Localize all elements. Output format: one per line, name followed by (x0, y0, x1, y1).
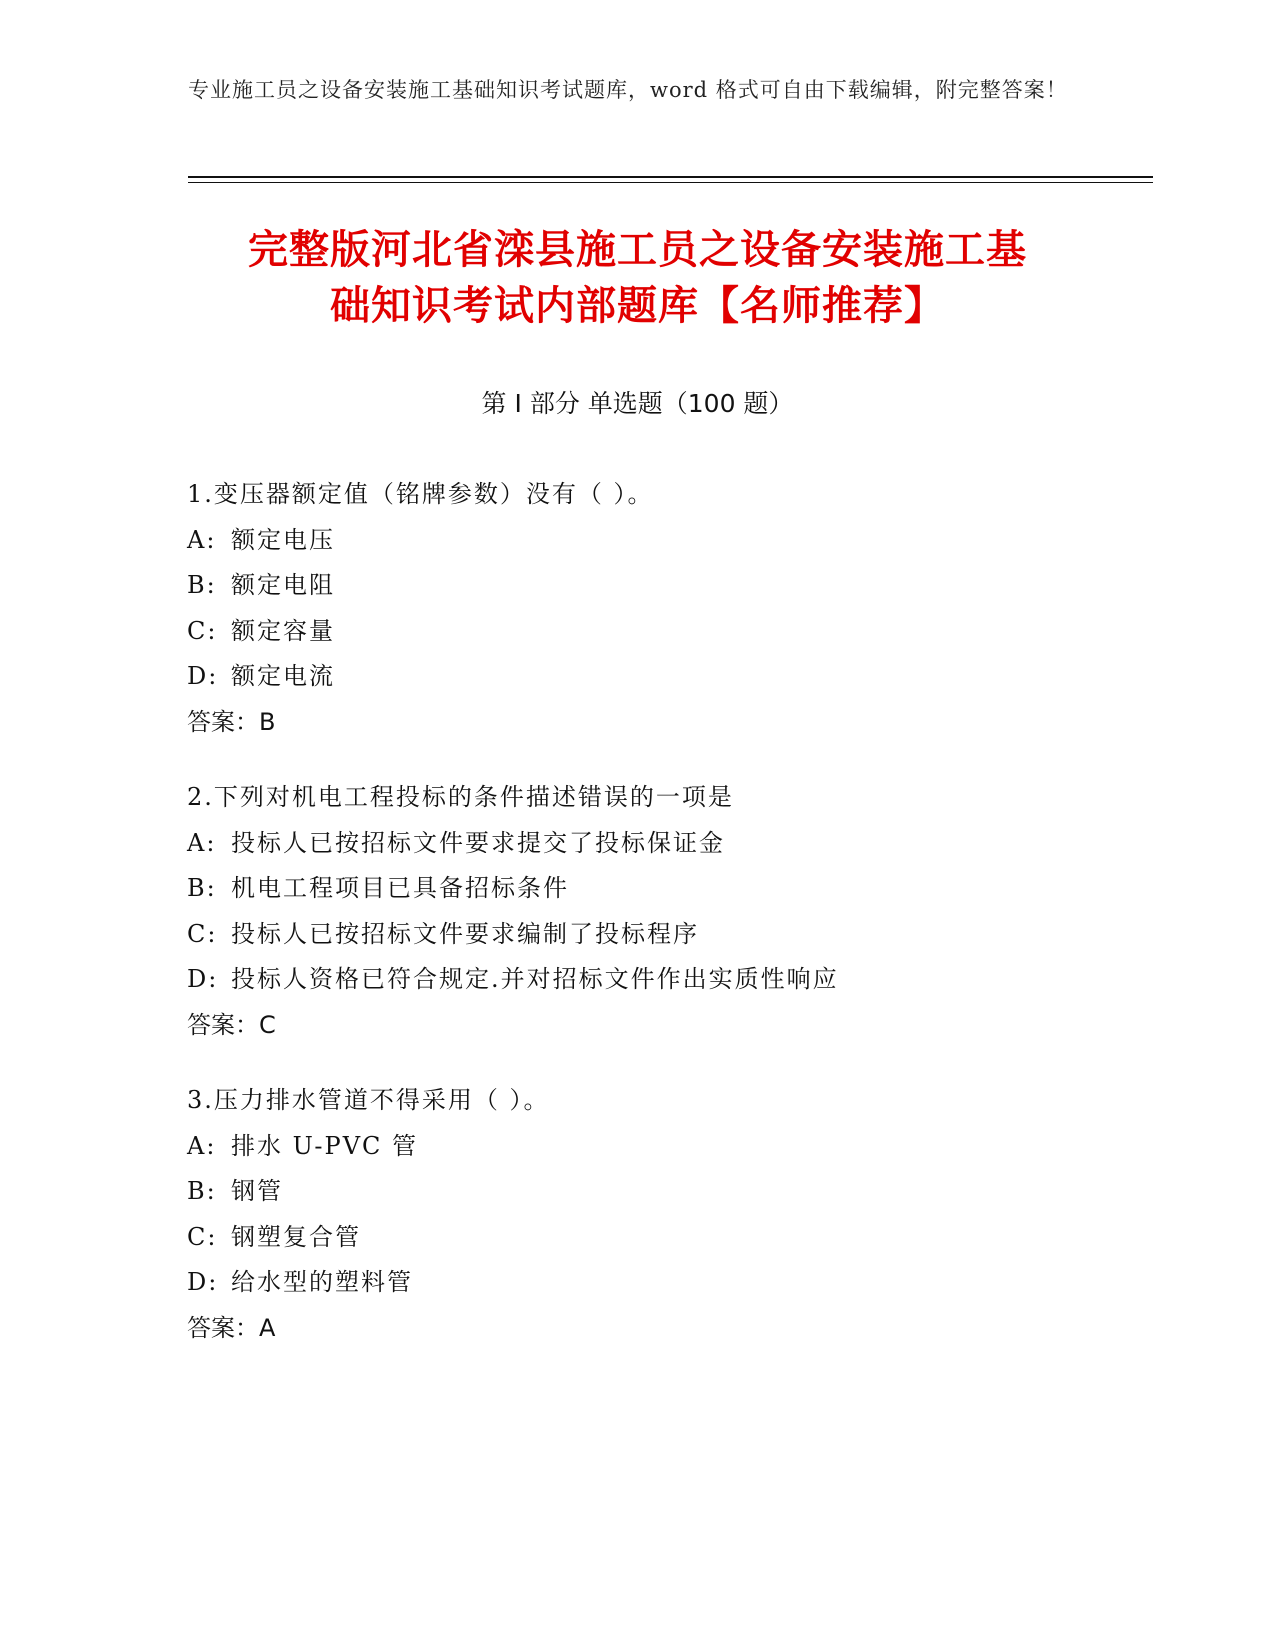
answer-line: 答案：C (187, 1010, 276, 1039)
option-a (187, 821, 1147, 867)
option-text: 排水 U-PVC 管 (231, 1131, 419, 1160)
answer-line: 答案：A (187, 1313, 276, 1342)
question-2 (187, 775, 1147, 1048)
option-letter: A: (187, 1131, 217, 1160)
option-a (187, 518, 1147, 564)
header-rule-thin (188, 182, 1153, 183)
option-letter: C: (187, 1222, 218, 1251)
question-stem: 3.压力排水管道不得采用（ ）。 (187, 1086, 550, 1114)
option-a (187, 1124, 1147, 1170)
option-letter: B: (187, 874, 217, 902)
option-letter: D: (187, 662, 219, 690)
option-d (187, 1260, 1147, 1306)
question-stem: 2.下列对机电工程投标的条件描述错误的一项是 (187, 783, 734, 811)
option-letter: D: (187, 1268, 219, 1296)
document-title-line-2: 础知识考试内部题库【名师推荐】 (330, 283, 945, 329)
option-letter: B: (187, 1177, 217, 1205)
option-letter: C: (187, 919, 218, 948)
option-c (187, 1215, 1147, 1261)
option-letter: B: (187, 571, 217, 599)
option-letter: A: (187, 525, 217, 554)
option-c (187, 609, 1147, 655)
document-title (150, 222, 1125, 334)
option-c (187, 912, 1147, 958)
question-1 (187, 472, 1147, 745)
option-text: 额定电阻 (231, 571, 335, 599)
header-note: 专业施工员之设备安装施工基础知识考试题库，word 格式可自由下载编辑，附完整答案！ (188, 78, 1068, 102)
question-list (187, 472, 1147, 1381)
option-text: 额定容量 (231, 616, 335, 645)
option-text: 机电工程项目已具备招标条件 (231, 874, 569, 902)
option-text: 额定电压 (231, 525, 335, 554)
option-letter: A: (187, 828, 217, 857)
question-3 (187, 1078, 1147, 1351)
option-b (187, 866, 1147, 912)
option-text: 给水型的塑料管 (231, 1268, 413, 1296)
option-text: 投标人资格已符合规定.并对招标文件作出实质性响应 (231, 965, 839, 993)
option-letter: D: (187, 965, 219, 993)
answer-line: 答案：B (187, 707, 276, 736)
option-d (187, 957, 1147, 1003)
section-title: 第 I 部分 单选题（100 题） (481, 389, 794, 418)
option-letter: C: (187, 616, 218, 645)
option-text: 钢塑复合管 (231, 1222, 361, 1251)
document-title-line-1: 完整版河北省滦县施工员之设备安装施工基 (248, 227, 1027, 273)
option-text: 额定电流 (231, 662, 335, 690)
option-b (187, 1169, 1147, 1215)
option-b (187, 563, 1147, 609)
header-rule-thick (188, 176, 1153, 178)
option-text: 钢管 (231, 1177, 283, 1205)
option-text: 投标人已按招标文件要求提交了投标保证金 (231, 828, 725, 857)
option-text: 投标人已按招标文件要求编制了投标程序 (231, 919, 699, 948)
question-stem: 1.变压器额定值（铭牌参数）没有（ ）。 (187, 480, 654, 508)
option-d (187, 654, 1147, 700)
